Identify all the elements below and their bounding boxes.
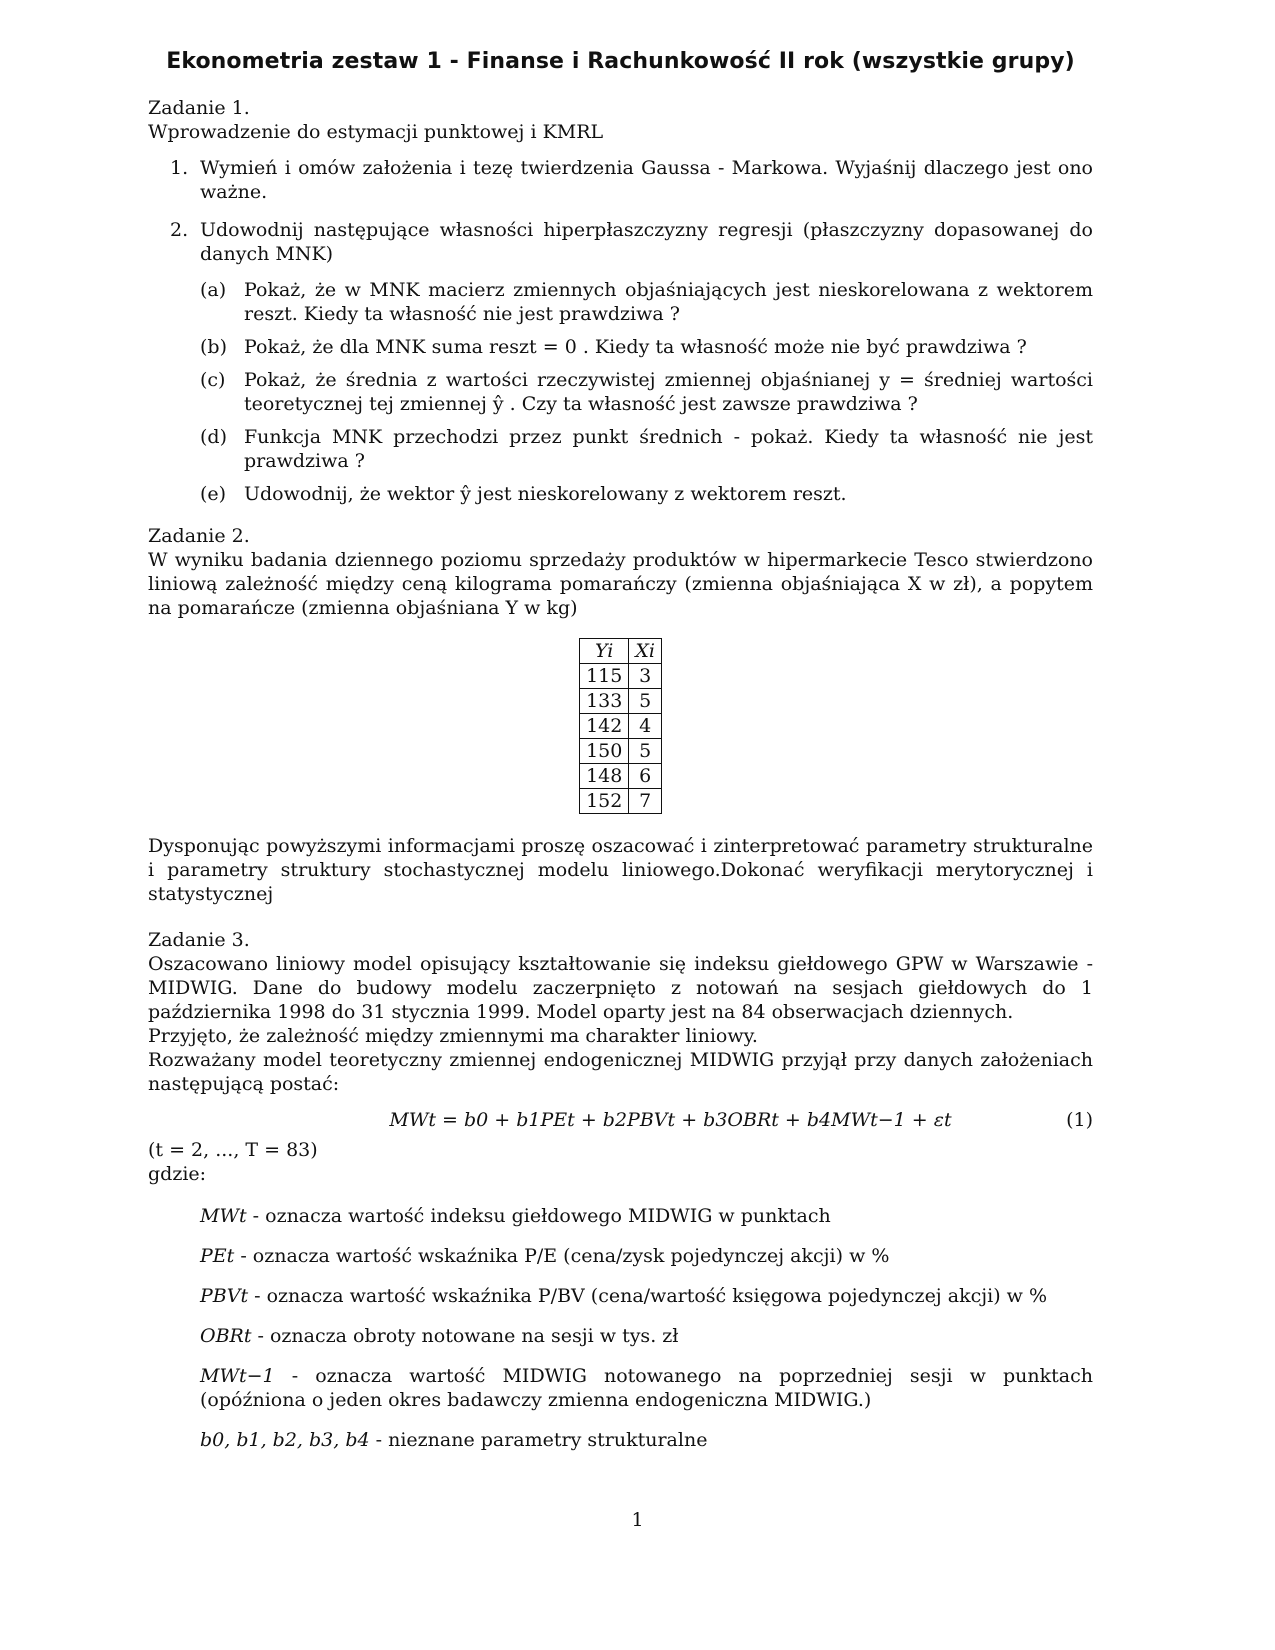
item-number: 2. [170, 219, 189, 241]
equation-number: (1) [1066, 1109, 1093, 1131]
list-item [148, 156, 1093, 204]
definition-symbol: b0, b1, b2, b3, b4 [200, 1429, 370, 1451]
task-2-intro: W wyniku badania dziennego poziomu sprzedaży produktów w hipermarkecie Tesco stwierdzono liniową zależność między ceną kilograma pomarańczy (zmienna objaśniająca X w zł), a popytem na pomarańcze (zmienna objaśniana Y w kg) [148, 549, 1093, 619]
sub-item-label: (d) [200, 426, 227, 448]
index-range: (t = 2, ..., T = 83) [148, 1139, 318, 1161]
sub-item-text: Pokaż, że średnia z wartości rzeczywistej zmiennej objaśnianej y = średniej wartości teoretycznej tej zmiennej ŷ . Czy ta własność jest zawsze prawdziwa ? [244, 369, 1093, 415]
sub-item-label: (a) [200, 279, 227, 301]
definition-item [200, 1428, 1093, 1452]
sub-item [200, 278, 1093, 326]
sub-item-text: Pokaż, że w MNK macierz zmiennych objaśniających jest nieskorelowana z wektorem reszt. Kiedy ta własność nie jest prawdziwa ? [244, 279, 1093, 325]
table-row [580, 764, 662, 789]
task-1-list [148, 156, 1093, 506]
definition-item [200, 1204, 1093, 1228]
task-1-intro: Wprowadzenie do estymacji punktowej i KMRL [148, 121, 604, 143]
task-3 [148, 928, 1093, 1452]
sub-item-text: Funkcja MNK przechodzi przez punkt średnich - pokaż. Kiedy ta własność nie jest prawdziwa ? [244, 426, 1093, 472]
item-text: Udowodnij następujące własności hiperpłaszczyzny regresji (płaszczyzny dopasowanej do danych MNK) [200, 219, 1093, 265]
task-3-paragraph-2: Przyjęto, że zależność między zmiennymi ma charakter liniowy. [148, 1025, 758, 1047]
cell-y: 133 [580, 689, 629, 714]
sub-item-label: (e) [200, 483, 227, 505]
definition-text: - oznacza obroty notowane na sesji w tys. zł [251, 1325, 679, 1347]
cell-y: 115 [580, 664, 629, 689]
cell-x: 5 [629, 739, 662, 764]
cell-y: 142 [580, 714, 629, 739]
page-number: 1 [631, 1509, 644, 1531]
where-label: gdzie: [148, 1163, 207, 1185]
model-equation: MWt = b0 + b1PEt + b2PBVt + b3OBRt + b4MWt−1 + εt [389, 1109, 952, 1131]
sub-item [200, 368, 1093, 416]
column-header-x: Xi [629, 639, 662, 664]
cell-y: 152 [580, 789, 629, 814]
definition-text: - oznacza wartość wskaźnika P/E (cena/zysk pojedynczej akcji) w % [234, 1245, 890, 1267]
cell-x: 6 [629, 764, 662, 789]
definition-item [200, 1324, 1093, 1348]
definition-text: - oznacza wartość MIDWIG notowanego na poprzedniej sesji w punktach (opóźniona o jeden okres badawczy zmienna endogeniczna MIDWIG.) [200, 1365, 1093, 1411]
definition-symbol: PEt [200, 1245, 235, 1267]
definition-symbol: PBVt [200, 1285, 249, 1307]
definition-symbol: MWt−1 [200, 1365, 275, 1387]
document-page [148, 46, 1093, 1468]
sub-item-label: (b) [200, 336, 227, 358]
definition-symbol: OBRt [200, 1325, 252, 1347]
definition-item [200, 1364, 1093, 1412]
definition-text: - oznacza wartość wskaźnika P/BV (cena/wartość księgowa pojedynczej akcji) w % [248, 1285, 1047, 1307]
table-header-row [580, 639, 662, 664]
task-3-heading: Zadanie 3. [148, 929, 250, 951]
task-1 [148, 96, 1093, 506]
definition-symbol: MWt [200, 1205, 247, 1227]
definition-item [200, 1284, 1093, 1308]
task-2-heading: Zadanie 2. [148, 525, 250, 547]
list-item [148, 218, 1093, 506]
cell-x: 3 [629, 664, 662, 689]
table-row [580, 664, 662, 689]
sub-item [200, 335, 1093, 359]
sub-item [200, 482, 1093, 506]
sub-item-label: (c) [200, 369, 226, 391]
cell-y: 148 [580, 764, 629, 789]
cell-y: 150 [580, 739, 629, 764]
column-header-y: Yi [580, 639, 629, 664]
page-title: Ekonometria zestaw 1 - Finanse i Rachunkowość II rok (wszystkie grupy) [166, 49, 1075, 74]
sub-item [200, 425, 1093, 473]
item-number: 1. [170, 157, 189, 179]
cell-x: 4 [629, 714, 662, 739]
table-row [580, 714, 662, 739]
equation-row [148, 1102, 1093, 1138]
definitions-list [148, 1204, 1093, 1452]
sub-item-text: Pokaż, że dla MNK suma reszt = 0 . Kiedy ta własność może nie być prawdziwa ? [244, 336, 1027, 358]
sub-list [200, 278, 1093, 506]
cell-x: 7 [629, 789, 662, 814]
item-text: Wymień i omów założenia i tezę twierdzenia Gaussa - Markowa. Wyjaśnij dlaczego jest ono ważne. [200, 157, 1093, 203]
definition-item [200, 1244, 1093, 1268]
definition-text: - nieznane parametry strukturalne [369, 1429, 708, 1451]
table-row [580, 739, 662, 764]
task-2 [148, 524, 1093, 906]
task-2-instructions: Dysponując powyższymi informacjami proszę oszacować i zinterpretować parametry strukturalne i parametry struktury stochastycznej modelu liniowego.Dokonać weryfikacji merytorycznej i statystycznej [148, 835, 1093, 905]
sub-item-text: Udowodnij, że wektor ŷ jest nieskorelowany z wektorem reszt. [244, 483, 847, 505]
table-row [580, 789, 662, 814]
task-1-heading: Zadanie 1. [148, 97, 250, 119]
definition-text: - oznacza wartość indeksu giełdowego MIDWIG w punktach [246, 1205, 831, 1227]
table-row [580, 689, 662, 714]
data-table [579, 638, 662, 814]
task-3-paragraph-1: Oszacowano liniowy model opisujący kształtowanie się indeksu giełdowego GPW w Warszawie - MIDWIG. Dane do budowy modelu zaczerpnięto z notowań na sesjach giełdowych do 1 października 1998 do 31 stycznia 1999. Model oparty jest na 84 obserwacjach dziennych. [148, 953, 1093, 1023]
task-3-paragraph-3: Rozważany model teoretyczny zmiennej endogenicznej MIDWIG przyjął przy danych założeniach następującą postać: [148, 1049, 1093, 1095]
cell-x: 5 [629, 689, 662, 714]
